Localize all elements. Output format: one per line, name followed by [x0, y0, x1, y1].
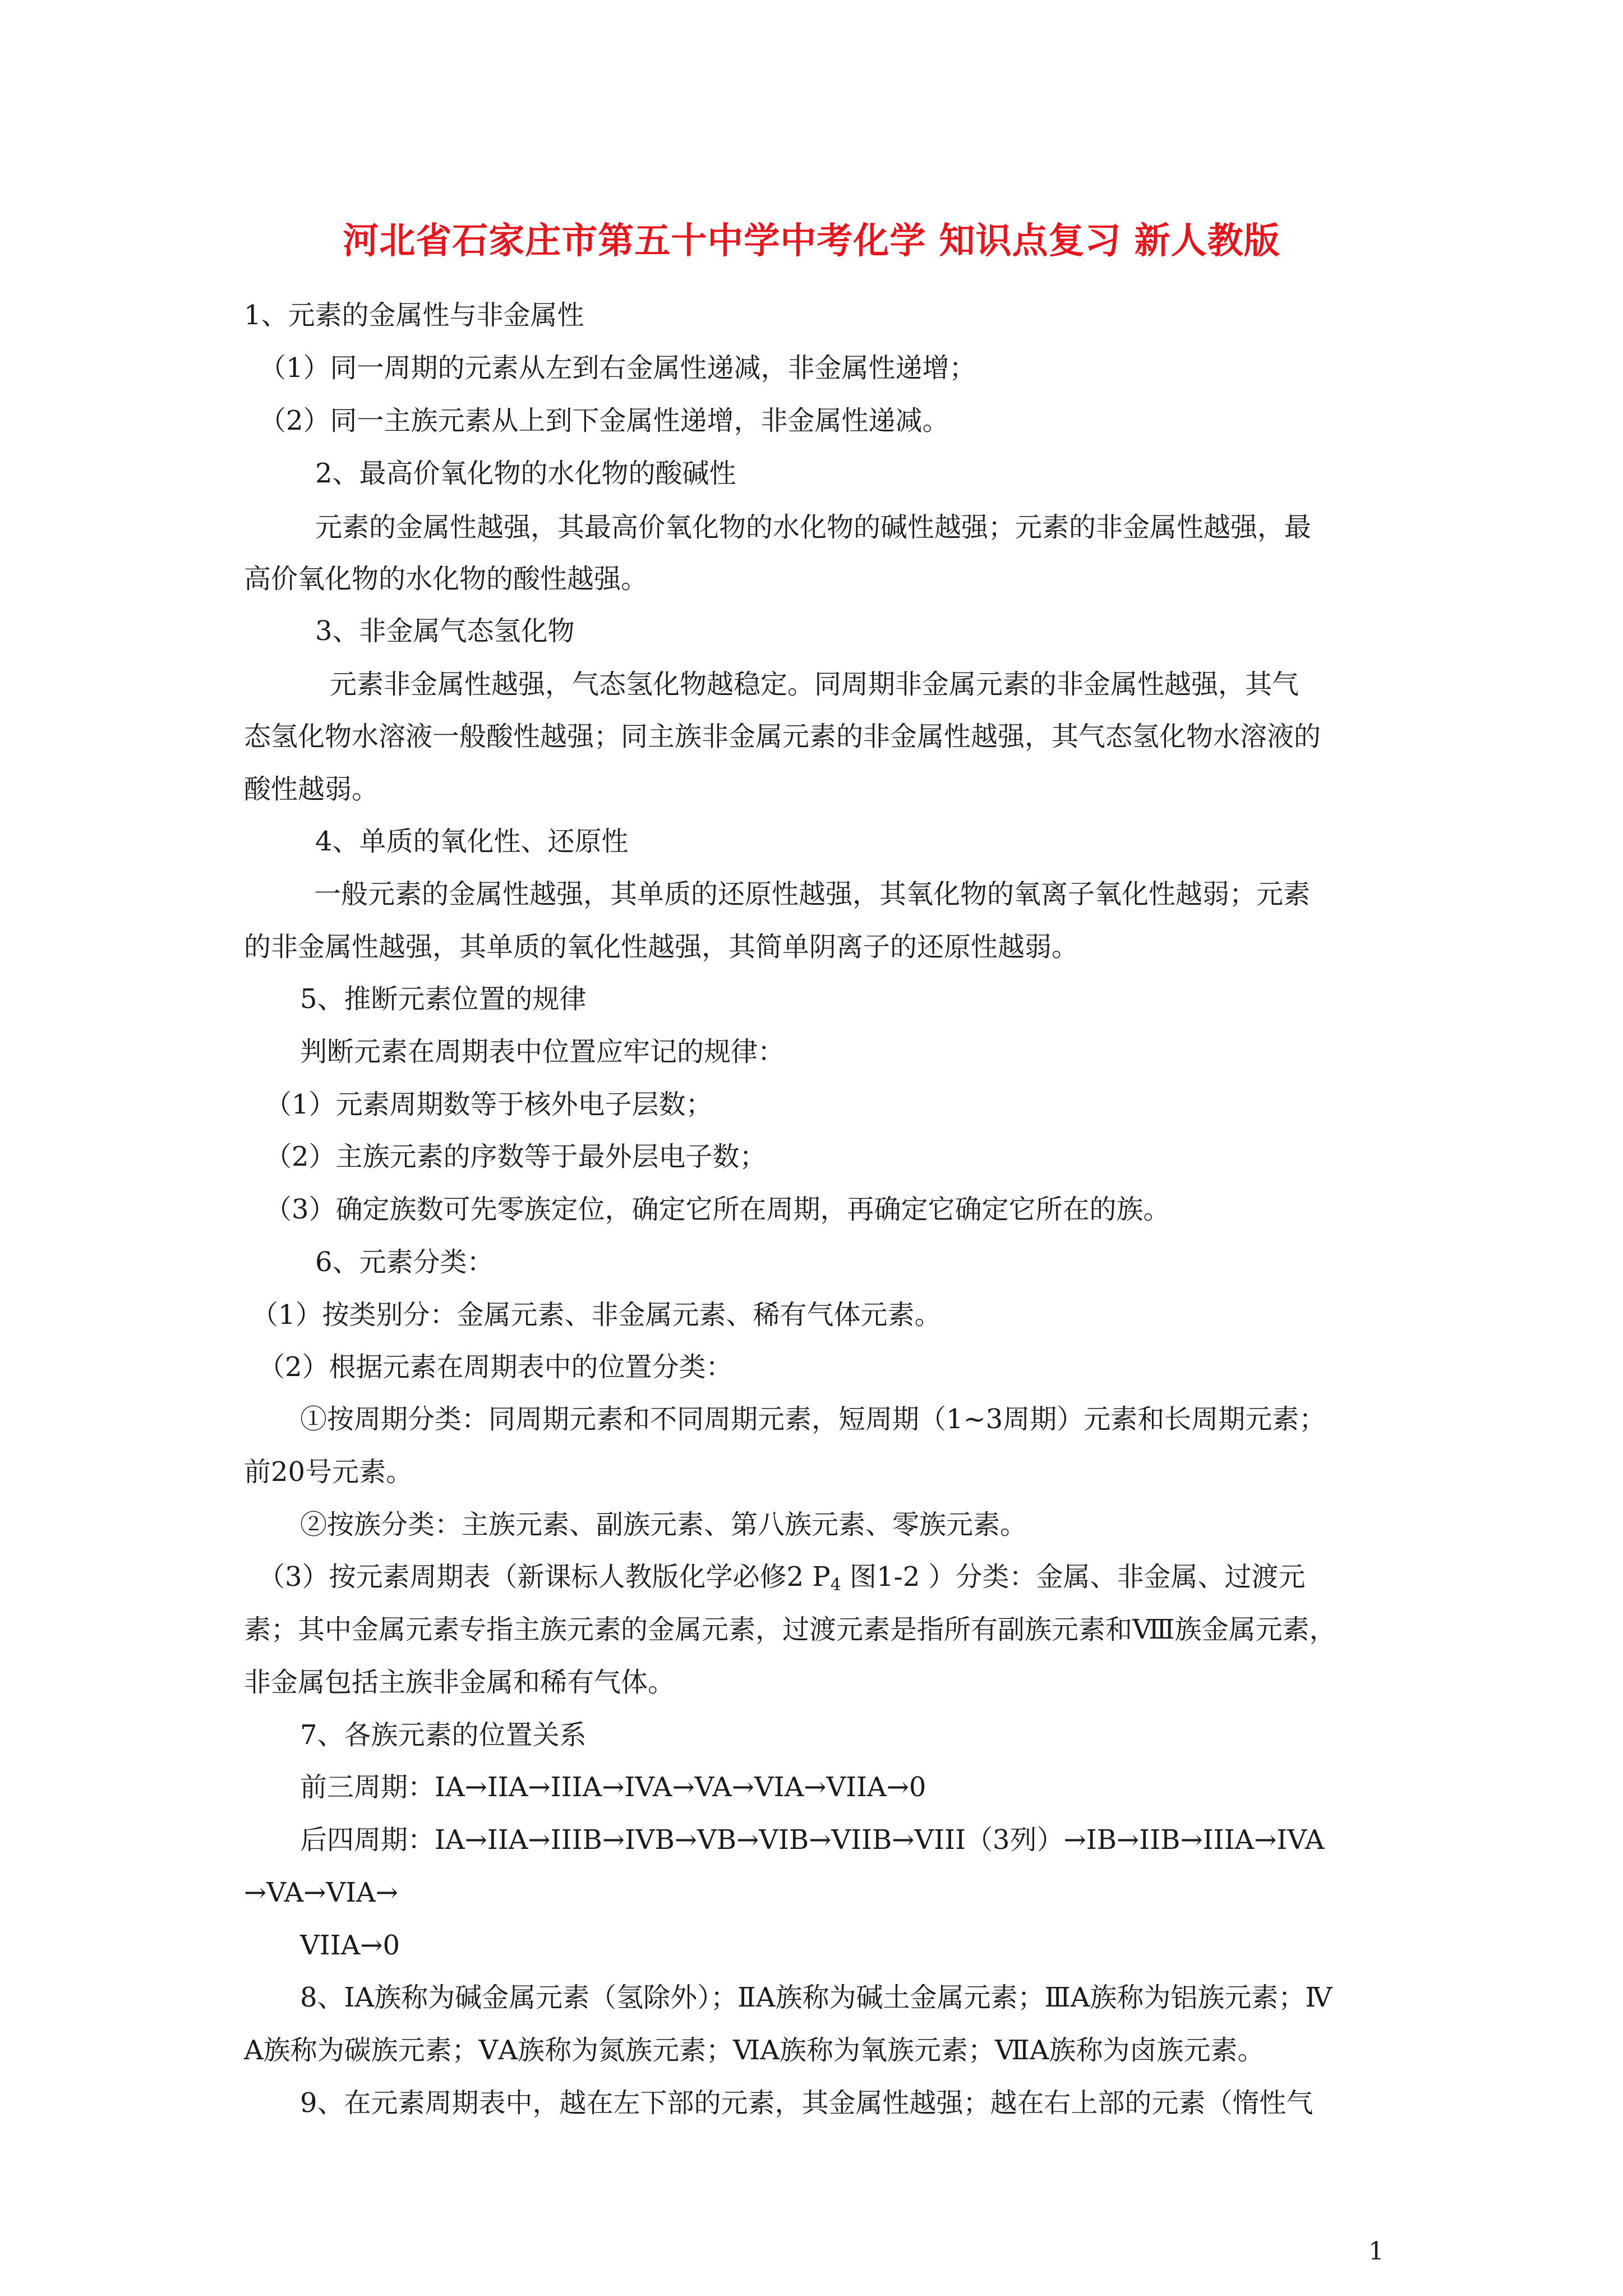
paragraph-line: 酸性越弱。: [244, 774, 379, 805]
heading-6: 6、元素分类：: [315, 1246, 494, 1278]
paragraph-line: 前20号元素。: [244, 1456, 413, 1488]
list-item: （1）按类别分：金属元素、非金属元素、稀有气体元素。: [251, 1299, 942, 1331]
list-item: （2）根据元素在周期表中的位置分类：: [258, 1351, 733, 1383]
document-title: 河北省石家庄市第五十中学中考化学 知识点复习 新人教版: [343, 220, 1280, 262]
paragraph-line: VIIA→0: [300, 1930, 400, 1961]
paragraph-line: 后四周期：IA→IIA→IIIB→IVB→VB→VIB→VIIB→VIII（3列）→IB→IIB→IIIA→IVA: [300, 1824, 1325, 1856]
list-item: （2）主族元素的序数等于最外层电子数；: [265, 1141, 767, 1172]
heading-1: 1、元素的金属性与非金属性: [244, 300, 584, 331]
paragraph-line: 非金属包括主族非金属和稀有气体。: [244, 1667, 675, 1698]
paragraph-line: 元素非金属性越强，气态氢化物越稳定。同周期非金属元素的非金属性越强，其气: [330, 669, 1299, 700]
heading-3: 3、非金属气态氢化物: [315, 615, 575, 647]
paragraph-line: A族称为碳族元素；ⅤA族称为氮族元素；ⅥA族称为氧族元素；ⅦA族称为卤族元素。: [244, 2035, 1265, 2066]
line-text: 图1-2 ）分类：金属、非金属、过渡元: [841, 1561, 1306, 1593]
paragraph-line: （1）同一周期的元素从左到右金属性递减，非金属性递增；: [259, 352, 976, 384]
paragraph-line: 9、在元素周期表中，越在左下部的元素，其金属性越强；越在右上部的元素（惰性气: [300, 2087, 1313, 2119]
list-item: ②按族分类：主族元素、副族元素、第八族元素、零族元素。: [300, 1509, 1027, 1540]
paragraph-line: →VA→VIA→: [244, 1877, 399, 1908]
list-item: [258, 1559, 1306, 1603]
paragraph-line: 的非金属性越强，其单质的氧化性越强，其简单阴离子的还原性越弱。: [244, 931, 1079, 963]
paragraph-line: 一般元素的金属性越强，其单质的还原性越强，其氧化物的氧离子氧化性越弱；元素: [314, 878, 1311, 910]
paragraph-line: 素；其中金属元素专指主族元素的金属元素，过渡元素是指所有副族元素和Ⅷ族金属元素，: [244, 1614, 1336, 1645]
list-item: ①按周期分类：同周期元素和不同周期元素，短周期（1~3周期）元素和长周期元素；: [300, 1404, 1326, 1435]
heading-2: 2、最高价氧化物的水化物的酸碱性: [315, 458, 736, 489]
paragraph-line: 高价氧化物的水化物的酸性越强。: [244, 563, 648, 595]
heading-4: 4、单质的氧化性、还原性: [315, 826, 629, 857]
paragraph-line: 态氢化物水溶液一般酸性越强；同主族非金属元素的非金属性越强，其气态氢化物水溶液的: [244, 721, 1321, 752]
paragraph-line: （2）同一主族元素从上到下金属性递增，非金属性递减。: [259, 405, 949, 436]
subscript: 4: [830, 1575, 841, 1595]
heading-5: 5、推断元素位置的规律: [300, 983, 587, 1015]
paragraph-line: 判断元素在周期表中位置应牢记的规律：: [300, 1036, 785, 1068]
list-item: （1）元素周期数等于核外电子层数；: [265, 1089, 713, 1120]
paragraph-line: 元素的金属性越强，其最高价氧化物的水化物的碱性越强；元素的非金属性越强，最: [315, 512, 1312, 543]
line-text: （3）按元素周期表（新课标人教版化学必修2 P: [258, 1561, 831, 1593]
heading-7: 7、各族元素的位置关系: [300, 1719, 587, 1751]
paragraph-line: 前三周期：IA→IIA→IIIA→IVA→VA→VIA→VIIA→0: [300, 1772, 926, 1803]
paragraph-line: 8、ⅠA族称为碱金属元素（氢除外）；ⅡA族称为碱土金属元素；ⅢA族称为铝族元素；Ⅳ: [300, 1982, 1332, 2013]
page-number: 1: [1368, 2237, 1384, 2266]
list-item: （3）确定族数可先零族定位，确定它所在周期，再确定它确定它所在的族。: [265, 1194, 1170, 1225]
